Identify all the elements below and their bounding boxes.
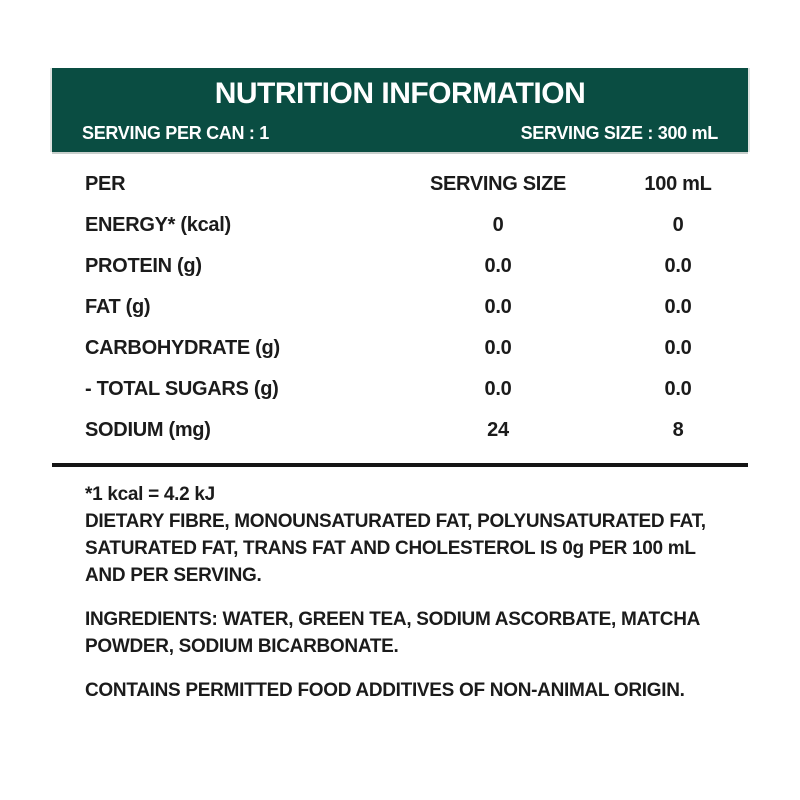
value-100ml: 0.0 bbox=[664, 337, 692, 359]
table-row-sodium bbox=[85, 410, 738, 451]
value-serving: 24 bbox=[487, 419, 509, 441]
value-serving: 0.0 bbox=[484, 337, 512, 359]
value-serving: 0.0 bbox=[484, 378, 512, 400]
nutrition-panel bbox=[52, 68, 748, 705]
value-100ml: 0.0 bbox=[664, 296, 692, 318]
value-serving: 0 bbox=[492, 214, 504, 236]
value-100ml: 8 bbox=[672, 419, 684, 441]
panel-title: NUTRITION INFORMATION bbox=[214, 77, 586, 110]
nutrition-table bbox=[52, 152, 748, 451]
footnotes bbox=[52, 467, 748, 705]
column-header-serving-size: SERVING SIZE bbox=[429, 173, 567, 195]
nutrient-name: - TOTAL SUGARS (g) bbox=[85, 378, 279, 400]
serving-per-can: SERVING PER CAN : 1 bbox=[82, 123, 270, 143]
nutrient-name: ENERGY* (kcal) bbox=[85, 214, 231, 236]
ingredients-note: INGREDIENTS: WATER, GREEN TEA, SODIUM ASCORBATE, MATCHA POWDER, SODIUM BICARBONATE. bbox=[85, 608, 700, 657]
zero-content-block bbox=[85, 482, 708, 590]
table-row-total-sugars bbox=[85, 369, 738, 410]
table-row-protein bbox=[85, 246, 738, 287]
table-row-fat bbox=[85, 287, 738, 328]
value-serving: 0.0 bbox=[484, 255, 512, 277]
serving-row bbox=[82, 123, 718, 144]
value-100ml: 0 bbox=[672, 214, 684, 236]
nutrient-name: CARBOHYDRATE (g) bbox=[85, 337, 280, 359]
value-serving: 0.0 bbox=[484, 296, 512, 318]
column-header-100ml: 100 mL bbox=[644, 173, 712, 195]
value-100ml: 0.0 bbox=[664, 255, 692, 277]
value-100ml: 0.0 bbox=[664, 378, 692, 400]
table-row-energy bbox=[85, 205, 738, 246]
zero-nutrients-note: DIETARY FIBRE, MONOUNSATURATED FAT, POLYUNSATURATED FAT, SATURATED FAT, TRANS FAT AND CHOLESTEROL IS 0g PER 100 mL AND PER SERVING. bbox=[85, 510, 706, 586]
nutrient-name: FAT (g) bbox=[85, 296, 151, 318]
additives-note: CONTAINS PERMITTED FOOD ADDITIVES OF NON-ANIMAL ORIGIN. bbox=[85, 679, 685, 701]
panel-header bbox=[52, 68, 748, 152]
serving-size: SERVING SIZE : 300 mL bbox=[520, 123, 718, 143]
nutrient-name: SODIUM (mg) bbox=[85, 419, 211, 441]
nutrient-name: PROTEIN (g) bbox=[85, 255, 202, 277]
table-row-carbohydrate bbox=[85, 328, 738, 369]
table-header-row bbox=[85, 164, 738, 205]
column-header-per: PER bbox=[85, 173, 126, 195]
kcal-conversion-note: *1 kcal = 4.2 kJ bbox=[85, 484, 215, 505]
